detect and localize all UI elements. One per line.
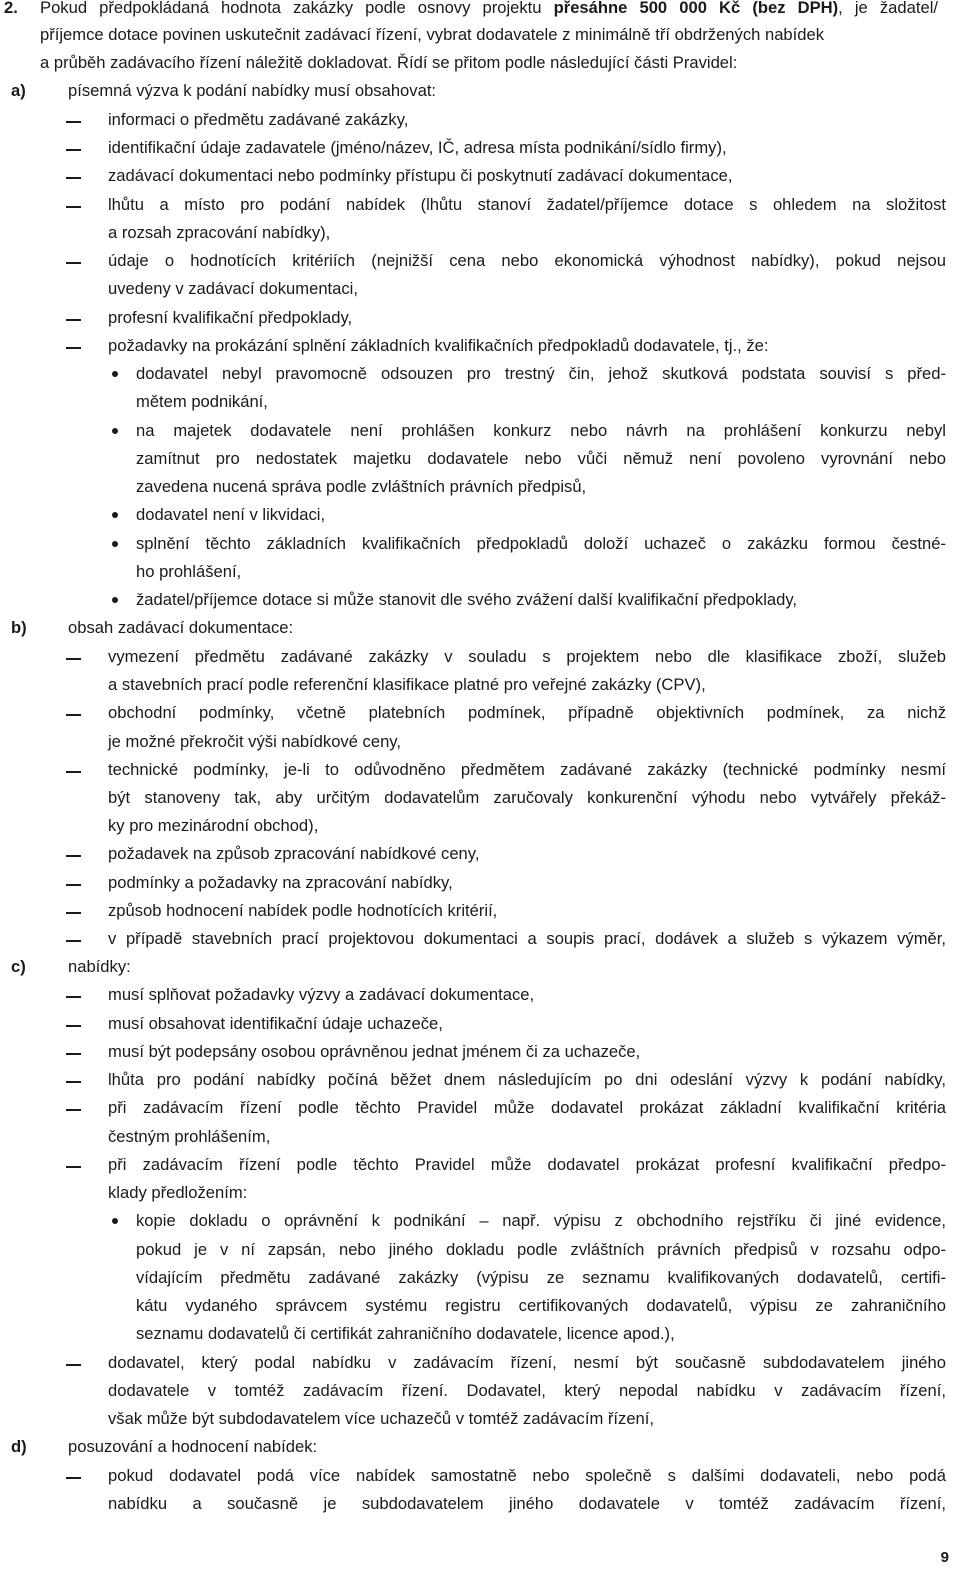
dash-marker xyxy=(66,1166,81,1168)
bullet-item-continuation: ho prohlášení, xyxy=(136,562,242,581)
dash-marker xyxy=(66,771,81,773)
list-item: musí obsahovat identifikační údaje uchazeče, xyxy=(108,1014,443,1033)
list-label-b: b) xyxy=(11,618,27,637)
bullet-item-text: splnění těchto základních kvalifikačních předpokladů doloží uchazeč o zakázku formou čestné- xyxy=(136,534,946,553)
list-label-c: c) xyxy=(11,957,26,976)
list-item-continuation xyxy=(108,790,946,807)
list-item-text: dodavatele v tomtéž zadávacím řízení. Dodavatel, který nepodal nabídku v zadávacím řízení, xyxy=(108,1381,946,1400)
bullet-item-continuation: mětem podnikání, xyxy=(136,392,268,411)
list-item-text: být stanoveny tak, aby určitým dodavatelům zaručovaly konkurenční výhodu nebo vytvářely překáž- xyxy=(108,788,946,807)
dash-marker xyxy=(66,996,81,998)
bullet-marker xyxy=(112,1218,118,1224)
list-item: podmínky a požadavky na zpracování nabídky, xyxy=(108,873,453,892)
list-item xyxy=(108,649,946,666)
dash-marker xyxy=(66,262,81,264)
list-item-text: při zadávacím řízení podle těchto Pravidel může dodavatel prokázat profesní kvalifikační předpo- xyxy=(108,1155,946,1174)
dash-marker xyxy=(66,319,81,321)
dash-marker xyxy=(66,912,81,914)
list-item: musí splňovat požadavky výzvy a zadávací dokumentace, xyxy=(108,985,535,1004)
list-item xyxy=(108,1072,946,1089)
dash-marker xyxy=(66,149,81,151)
list-item: zadávací dokumentaci nebo podmínky přístupu či poskytnutí zadávací dokumentace, xyxy=(108,166,733,185)
list-item: požadavek na způsob zpracování nabídkové ceny, xyxy=(108,844,480,863)
list-item-continuation: a stavebních prací podle referenční klasifikace platné pro veřejné zakázky (CPV), xyxy=(108,675,706,694)
list-item-continuation: však může být subdodavatelem více uchazečů v tomtéž zadávacím řízení, xyxy=(108,1409,655,1428)
list-item: musí být podepsány osobou oprávněnou jednat jménem či za uchazeče, xyxy=(108,1042,641,1061)
dash-marker xyxy=(66,347,81,349)
list-item-text: technické podmínky, je-li to odůvodněno předmětem zadávané zakázky (technické podmínky nesmí xyxy=(108,760,946,779)
dash-marker xyxy=(66,1025,81,1027)
dash-marker xyxy=(66,940,81,942)
list-item xyxy=(108,1100,946,1117)
list-item-continuation: čestným prohlášením, xyxy=(108,1127,271,1146)
bullet-item-continuation xyxy=(136,1242,946,1259)
bullet-marker xyxy=(112,541,118,547)
bullet-item xyxy=(136,536,946,553)
list-item-continuation: je možné překročit výši nabídkové ceny, xyxy=(108,732,401,751)
list-title-d: posuzování a hodnocení nabídek: xyxy=(68,1437,318,1456)
list-item-continuation xyxy=(108,1383,946,1400)
list-item-text: pokud dodavatel podá více nabídek samostatně nebo společně s dalšími dodavateli, nebo podá xyxy=(108,1466,946,1485)
list-item-text: nabídku a současně je subdodavatelem jiného dodavatele v tomtéž zadávacím řízení, xyxy=(108,1494,946,1513)
list-item-text: v případě stavebních prací projektovou dokumentaci a soupis prací, dodávek a služeb s výkazem výměr, xyxy=(108,929,946,948)
list-title-c: nabídky: xyxy=(68,957,131,976)
dash-marker xyxy=(66,1477,81,1479)
dash-marker xyxy=(66,855,81,857)
section-number: 2. xyxy=(4,0,18,17)
list-item: způsob hodnocení nabídek podle hodnotících kritérií, xyxy=(108,901,498,920)
dash-marker xyxy=(66,206,81,208)
bullet-item-continuation xyxy=(136,1270,946,1287)
intro-text-pre: Pokud předpokládaná hodnota zakázky podle osnovy projektu xyxy=(40,0,554,17)
list-item-continuation: a rozsah zpracování nabídky), xyxy=(108,223,331,242)
list-item xyxy=(108,1355,946,1372)
list-item xyxy=(108,253,946,270)
bullet-item xyxy=(136,423,946,440)
page-number: 9 xyxy=(940,1549,949,1566)
dash-marker xyxy=(66,1081,81,1083)
intro-text-post: , je žadatel/ xyxy=(838,0,938,17)
bullet-item xyxy=(136,366,946,383)
dash-marker xyxy=(66,1364,81,1366)
bullet-item xyxy=(136,1213,946,1230)
bullet-item: dodavatel není v likvidaci, xyxy=(136,505,326,524)
list-item-text: lhůta pro podání nabídky počíná běžet dnem následujícím po dni odeslání výzvy k podání nabídky, xyxy=(108,1070,946,1089)
list-label-a: a) xyxy=(11,81,26,100)
list-item: požadavky na prokázání splnění základních kvalifikačních předpokladů dodavatele, tj., že: xyxy=(108,336,769,355)
dash-marker xyxy=(66,1109,81,1111)
bullet-item: žadatel/příjemce dotace si může stanovit dle svého zvážení další kvalifikační předpoklady, xyxy=(136,590,798,609)
dash-marker xyxy=(66,121,81,123)
bullet-item-text: na majetek dodavatele není prohlášen konkurz nebo návrh na prohlášení konkurzu nebyl xyxy=(136,421,946,440)
list-item-text: lhůtu a místo pro podání nabídek (lhůtu stanoví žadatel/příjemce dotace s ohledem na složitost xyxy=(108,195,946,214)
dash-marker xyxy=(66,1053,81,1055)
list-item-text: obchodní podmínky, včetně platebních podmínek, případně objektivních podmínek, za nichž xyxy=(108,703,946,722)
bullet-marker xyxy=(112,512,118,518)
bullet-item-continuation xyxy=(136,1298,946,1315)
list-item-continuation: ky pro mezinárodní obchod), xyxy=(108,816,319,835)
list-item-text: dodavatel, který podal nabídku v zadávacím řízení, nesmí být současně subdodavatelem jiného xyxy=(108,1353,946,1372)
list-item-continuation xyxy=(108,1496,946,1513)
bullet-item-text: kátu vydaného správcem systému registru certifikovaných dodavatelů, výpisu ze zahraničního xyxy=(136,1296,946,1315)
list-item-text: při zadávacím řízení podle těchto Pravidel může dodavatel prokázat základní kvalifikační kritéria xyxy=(108,1098,946,1117)
list-item xyxy=(108,1468,946,1485)
bullet-marker xyxy=(112,371,118,377)
list-item-continuation: klady předložením: xyxy=(108,1183,248,1202)
bullet-item-text: kopie dokladu o oprávnění k podnikání – např. výpisu z obchodního rejstříku či jiné evidence, xyxy=(136,1211,946,1230)
list-item: informaci o předmětu zadávané zakázky, xyxy=(108,110,409,129)
list-item xyxy=(108,931,946,948)
bullet-item-continuation: seznamu dodavatelů či certifikát zahraničního dodavatele, licence apod.), xyxy=(136,1324,675,1343)
intro-line-2: příjemce dotace povinen uskutečnit zadávací řízení, vybrat dodavatele z minimálně tří obdržených nabídek xyxy=(40,25,825,44)
intro-line-1 xyxy=(40,0,938,17)
intro-line-3: a průběh zadávacího řízení náležitě dokladovat. Řídí se přitom podle následující části Pravidel: xyxy=(40,53,738,72)
list-title-b: obsah zadávací dokumentace: xyxy=(68,618,294,637)
bullet-item-continuation xyxy=(136,451,946,468)
list-item-text: údaje o hodnotících kritériích (nejnižší cena nebo ekonomická výhodnost nabídky), pokud nejsou xyxy=(108,251,946,270)
list-label-d: d) xyxy=(11,1437,27,1456)
bullet-item-continuation: zavedena nucená správa podle zvláštních právních předpisů, xyxy=(136,477,587,496)
bullet-item-text: dodavatel nebyl pravomocně odsouzen pro trestný čin, jehož skutková podstata souvisí s před- xyxy=(136,364,946,383)
list-item xyxy=(108,197,946,214)
list-item: identifikační údaje zadavatele (jméno/název, IČ, adresa místa podnikání/sídlo firmy), xyxy=(108,138,727,157)
list-item xyxy=(108,705,946,722)
dash-marker xyxy=(66,714,81,716)
list-item xyxy=(108,1157,946,1174)
list-item xyxy=(108,762,946,779)
dash-marker xyxy=(66,658,81,660)
intro-text-bold: přesáhne 500 000 Kč (bez DPH) xyxy=(553,0,839,17)
bullet-item-text: zamítnut pro nedostatek majetku dodavatele nebo vůči němuž není povoleno vyrovnání nebo xyxy=(136,449,946,468)
list-item-text: vymezení předmětu zadávané zakázky v souladu s projektem nebo dle klasifikace zboží, služeb xyxy=(108,647,946,666)
dash-marker xyxy=(66,177,81,179)
bullet-marker xyxy=(112,428,118,434)
list-title-a: písemná výzva k podání nabídky musí obsahovat: xyxy=(68,81,437,100)
dash-marker xyxy=(66,884,81,886)
bullet-item-text: vídajícím předmětu zadávané zakázky (výpisu ze seznamu kvalifikovaných dodavatelů, certifi- xyxy=(136,1268,946,1287)
bullet-item-text: pokud je v ní zapsán, nebo jiného dokladu podle zvláštních právních předpisů v rozsahu odpo- xyxy=(136,1240,946,1259)
bullet-marker xyxy=(112,597,118,603)
list-item: profesní kvalifikační předpoklady, xyxy=(108,308,353,327)
list-item-continuation: uvedeny v zadávací dokumentaci, xyxy=(108,279,358,298)
